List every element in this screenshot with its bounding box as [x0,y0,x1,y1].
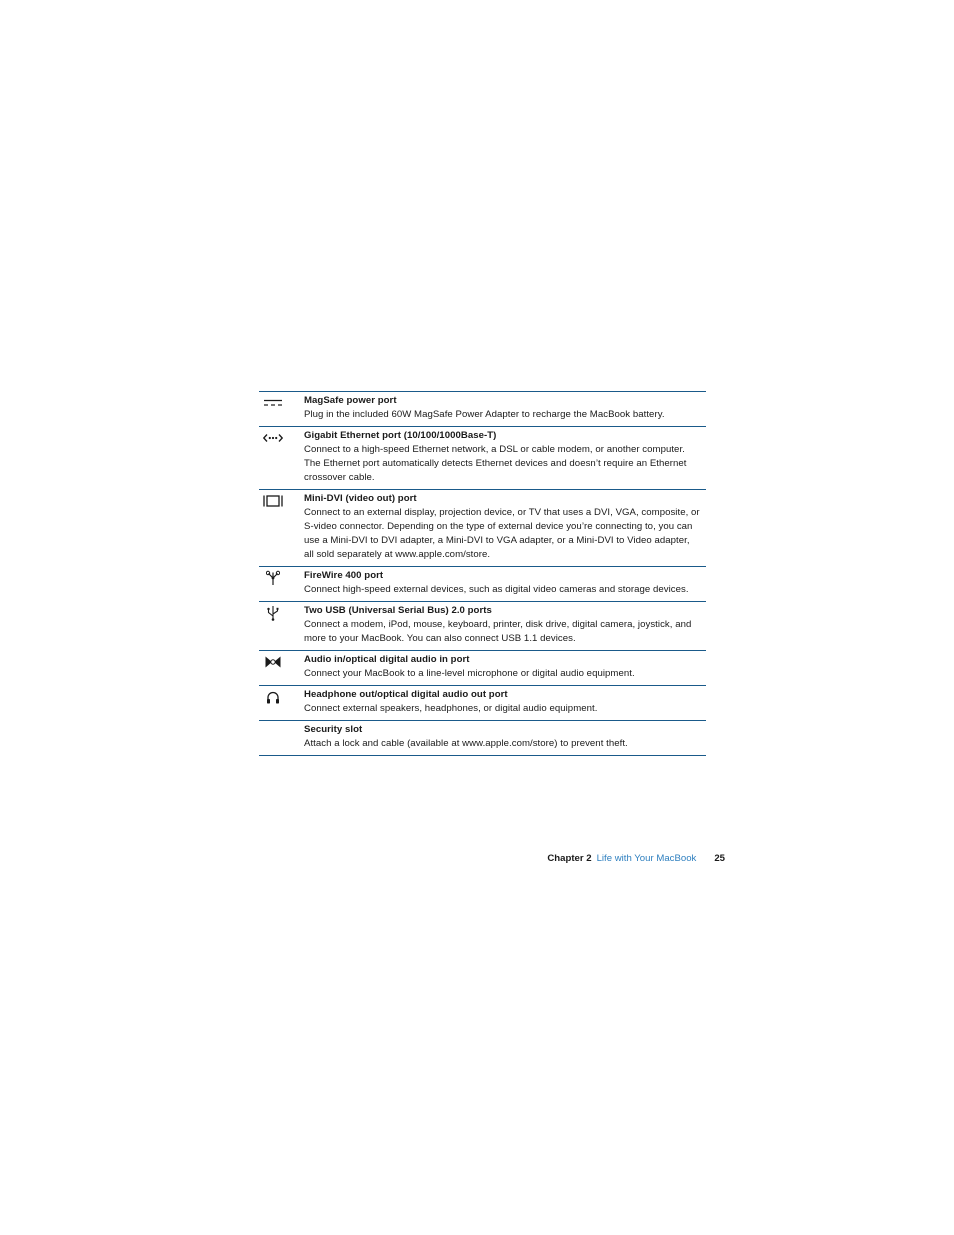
port-description: Connect a modem, iPod, mouse, keyboard, printer, disk drive, digital camera, joystick, and more to your MacBook. You can also connect USB 1.1 devices. [304,619,692,644]
port-row-mini-dvi [259,490,706,567]
chapter-label: Chapter 2 [547,853,592,864]
port-title: Mini-DVI (video out) port [304,493,417,504]
port-description: Plug in the included 60W MagSafe Power Adapter to recharge the MacBook battery. [304,409,665,420]
port-title: Gigabit Ethernet port (10/100/1000Base-T) [304,430,497,441]
ports-table [259,391,706,756]
ethernet-icon [262,431,284,445]
port-description: Connect high-speed external devices, such as digital video cameras and storage devices. [304,584,689,595]
port-description: Attach a lock and cable (available at www.apple.com/store) to prevent theft. [304,738,628,749]
page-footer [547,853,725,864]
port-row-ethernet [259,427,706,490]
port-title: Audio in/optical digital audio in port [304,654,470,665]
port-row-security-slot [259,721,706,756]
port-row-magsafe [259,392,706,427]
chapter-title: Life with Your MacBook [596,853,697,864]
dc-power-icon [262,396,284,410]
port-description: Connect external speakers, headphones, or digital audio equipment. [304,703,598,714]
firewire-icon [262,571,284,585]
port-row-firewire [259,567,706,602]
port-title: MagSafe power port [304,395,397,406]
port-title: Headphone out/optical digital audio out port [304,689,508,700]
port-description: Connect to an external display, projection device, or TV that uses a DVI, VGA, composite, or S-video connector. Depending on the type of external device you’re connecting to, you can use a Mini-DVI to DVI adapter, a Mini-DVI to VGA adapter, or a Mini-DVI to Video adapter, all sold separately at www.apple.com/store. [304,507,700,560]
usb-icon [262,606,284,620]
audio-in-icon [262,655,284,669]
port-title: FireWire 400 port [304,570,384,581]
port-title: Security slot [304,724,363,735]
headphone-icon [262,690,284,704]
port-description: Connect to a high-speed Ethernet network, a DSL or cable modem, or another computer. The Ethernet port automatically detects Ethernet devices and doesn’t require an Ethernet crossover cable. [304,444,687,483]
port-title: Two USB (Universal Serial Bus) 2.0 ports [304,605,492,616]
port-row-audio-in [259,651,706,686]
port-row-headphone [259,686,706,721]
page-number: 25 [714,853,725,864]
port-row-usb [259,602,706,651]
port-description: Connect your MacBook to a line-level microphone or digital audio equipment. [304,668,635,679]
display-icon [262,494,284,508]
